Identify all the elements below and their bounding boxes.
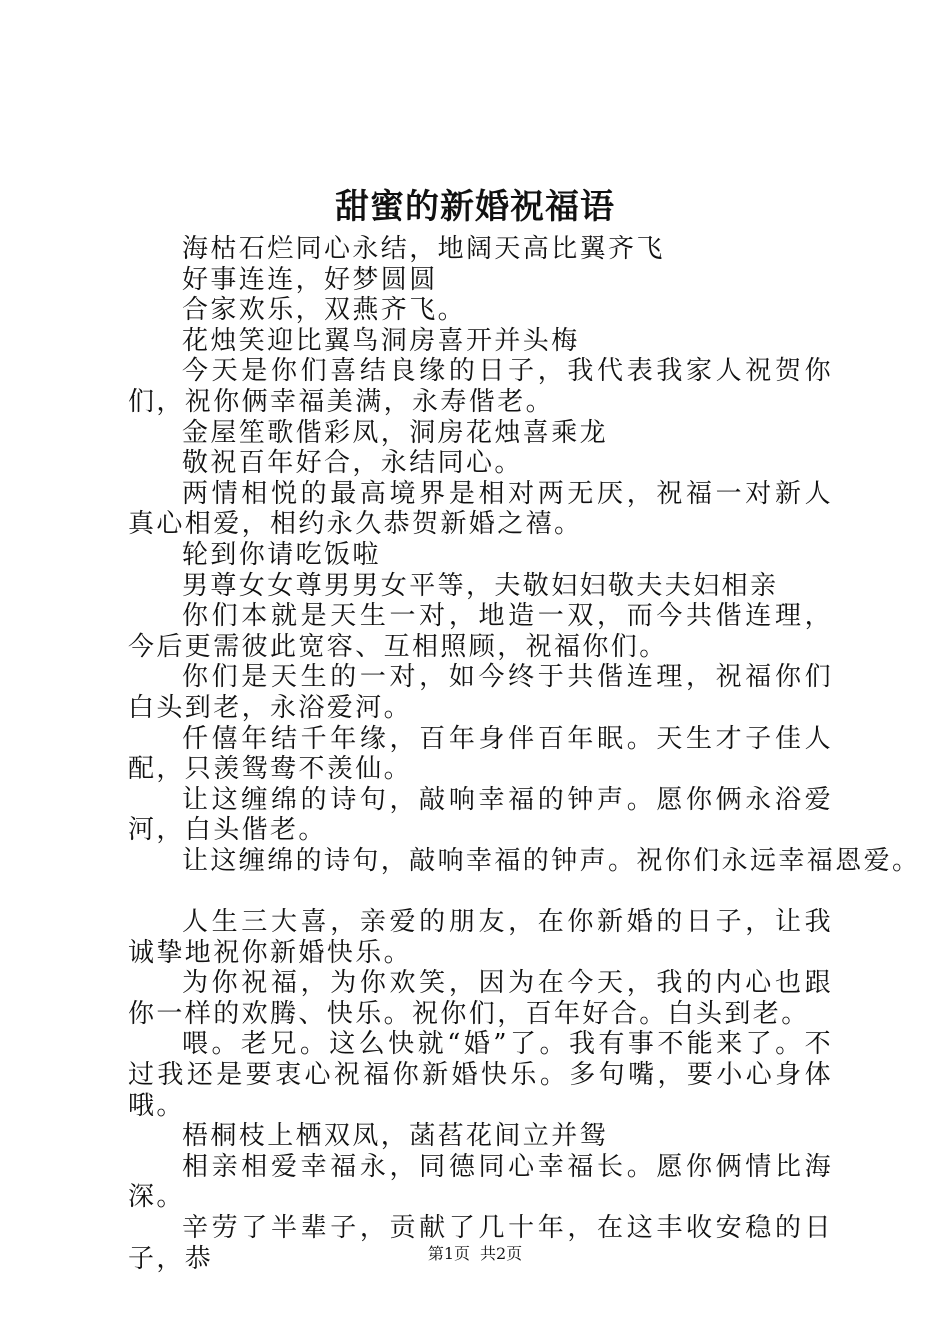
paragraph-13: 仟僖年结千年缘，百年身伴百年眠。天生才子佳人配，只羡鸳鸯不羡仙。 [128,723,833,785]
paragraph-16: 人生三大喜，亲爱的朋友，在你新婚的日子，让我诚挚地祝你新婚快乐。 [128,907,833,968]
paragraph-5: 今天是你们喜结良缘的日子，我代表我家人祝贺你们，祝你俩幸福美满，永寿偕老。 [128,356,833,417]
paragraph-11: 你们本就是天生一对，地造一双，而今共偕连理，今后更需彼此宽容、互相照顾，祝福你们。 [128,601,833,662]
paragraph-14: 让这缠绵的诗句，敲响幸福的钟声。愿你俩永浴爱河，白头偕老。 [128,784,833,846]
paragraph-8: 两情相悦的最高境界是相对两无厌，祝福一对新人真心相爱，相约永久恭贺新婚之禧。 [128,478,833,540]
paragraph-4: 花烛笑迎比翼鸟洞房喜开并头梅 [182,325,580,356]
document-title: 甜蜜的新婚祝福语 [335,187,615,227]
page-total: 共2页 [480,1244,523,1263]
paragraph-12: 你们是天生的一对，如今终于共偕连理，祝福你们白头到老，永浴爱河。 [128,662,833,723]
page-number: 第1页 [427,1244,470,1263]
paragraph-9: 轮到你请吃饭啦 [182,539,381,570]
paragraph-19: 梧桐枝上栖双凤，菡萏花间立并鸳 [182,1121,609,1152]
paragraph-17: 为你祝福，为你欢笑，因为在今天，我的内心也跟你一样的欢腾、快乐。祝你们，百年好合。白头到老。 [128,968,833,1029]
paragraph-6: 金屋笙歌偕彩凤，洞房花烛喜乘龙 [182,417,609,448]
paragraph-7: 敬祝百年好合，永结同心。 [182,448,523,479]
paragraph-21: 辛劳了半辈子，贡献了几十年，在这丰收安稳的日子，恭 [128,1213,833,1274]
paragraph-20: 相亲相爱幸福永，同德同心幸福长。愿你俩情比海深。 [128,1151,833,1213]
document-body [128,234,921,1274]
paragraph-1: 海枯石烂同心永结，地阔天高比翼齐飞 [182,234,665,264]
paragraph-2: 好事连连，好梦圆圆 [182,264,438,295]
paragraph-18: 喂。老兄。这么快就“婚”了。我有事不能来了。不过我还是要衷心祝福你新婚快乐。多句嘴，要小心身体哦。 [128,1029,833,1121]
paragraph-10: 男尊女女尊男男女平等，夫敬妇妇敬夫夫妇相亲 [182,570,779,601]
page-footer [0,1243,950,1265]
blank-line [128,876,833,907]
paragraph-15: 让这缠绵的诗句，敲响幸福的钟声。祝你们永远幸福恩爱。 [182,845,921,876]
paragraph-3: 合家欢乐，双燕齐飞。 [182,295,467,326]
